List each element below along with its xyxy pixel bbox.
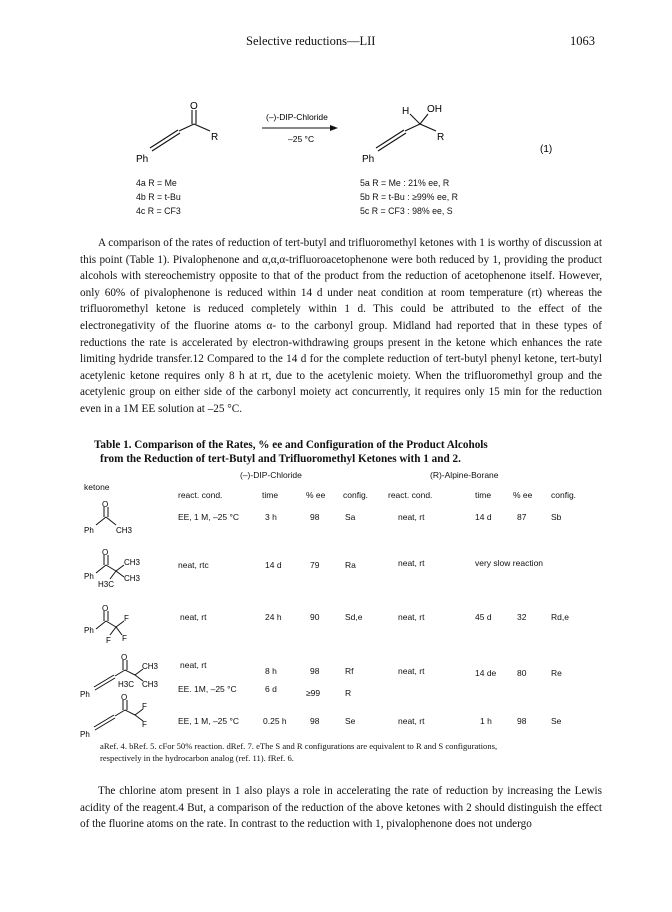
sub-header: time (475, 490, 492, 500)
page-number: 1063 (570, 34, 595, 48)
svg-text:CH3: CH3 (124, 574, 141, 583)
sub-header: time (262, 490, 279, 500)
svg-text:F: F (124, 614, 129, 623)
sub-header: config. (551, 490, 577, 500)
body-paragraph: The chlorine atom present in 1 also plays a role in accelerating the rate of reduction by increasing the Lewis acidity of the reagent.4 But, a comparison of the reduction of the above ketones with 2 should distinguish the effect of the fluorine atoms on the rate. In contrast to the reduction with 1, pivalophenone does not undergo (80, 785, 602, 831)
svg-text:H3C: H3C (98, 580, 115, 589)
svg-text:Ph: Ph (84, 526, 94, 535)
svg-text:Ph: Ph (80, 730, 90, 739)
alcohol-structure (376, 114, 436, 151)
ketone-structure (150, 110, 210, 154)
sub-header: config. (343, 490, 369, 500)
svg-text:CH3: CH3 (116, 526, 133, 535)
svg-text:O: O (121, 693, 128, 702)
right-label: 5b R = t-Bu : ≥99% ee, R (360, 192, 458, 202)
sub-header: % ee (513, 490, 533, 500)
conditions-label: –25 °C (288, 134, 315, 144)
svg-text:O: O (121, 653, 128, 662)
svg-text:O: O (102, 604, 109, 613)
svg-text:F: F (106, 636, 111, 645)
svg-text:OH: OH (427, 104, 442, 115)
svg-text:Ph: Ph (84, 626, 94, 635)
body-paragraph: A comparison of the rates of reduction of tert-butyl and trifluoromethyl ketones with 1 is worthy of discussion at this point (Table 1). Pivalophenone and α,α,α-trifluoroacetophenone were both reduced by 1, providing the product alcohols with stereochemistry opposite to that of the product from the reduction of acetophenone itself. However, only 60% of pivalophenone is reduced within 14 d under neat condition at room temperature (rt) whereas the trifluoromethyl ketone is reduced completely within 1 d. This could be attributed to the effect of the electronegativity of the fluorine atoms α- to the carbonyl group. Midland had reported that in these types of reductions the rate is accelerated by electron-withdrawing groups present in the ketone which enhances the rate limiting hydride transfer.12 Compared to the 14 d for the complete reduction of tert-butyl phenyl ketone, tert-butyl acetylenic ketone requires only 8 h at rt, due to the acetylenic moiety. When the trifluoromethyl group and the acetylenic group on either side of the carbonyl moiety act concurrently, it requires only 15 min for the reduction even in a 1M EE solution at –25 °C. (80, 237, 602, 415)
sub-header: react. cond. (178, 490, 223, 500)
left-label: 4c R = CF3 (136, 206, 181, 216)
svg-text:F: F (142, 702, 147, 711)
sub-header: react. cond. (388, 490, 433, 500)
col-ketone: ketone (84, 482, 110, 492)
right-label: 5a R = Me : 21% ee, R (360, 178, 450, 188)
right-label: 5c R = CF3 : 98% ee, S (360, 206, 453, 216)
svg-text:CH3: CH3 (142, 680, 159, 689)
reaction-arrow (262, 125, 338, 131)
table-footnote: aRef. 4. bRef. 5. cFor 50% reaction. dRef. 7. eThe S and R configurations are equivalent to R and S configurations, respectively in the hydrocarbon analog (ref. 11). fRef. 6. (100, 741, 498, 763)
equation-number: (1) (540, 144, 553, 155)
svg-text:Ph: Ph (362, 154, 375, 165)
ketone-structures (80, 500, 180, 739)
svg-text:F: F (122, 634, 127, 643)
table-caption: Table 1. Comparison of the Rates, % ee and Configuration of the Product Alcohols from the Reduction of tert-Butyl and Trifluoromethyl Ketones with 1 and 2. (94, 439, 488, 465)
svg-text:O: O (190, 101, 198, 112)
svg-text:R: R (211, 132, 219, 143)
svg-text:Ph: Ph (80, 690, 90, 699)
svg-text:O: O (102, 500, 109, 509)
svg-text:H3C: H3C (118, 680, 135, 689)
reagent-label: (–)-DIP-Chloride (266, 112, 328, 122)
svg-text:CH3: CH3 (142, 662, 159, 671)
left-label: 4b R = t-Bu (136, 192, 181, 202)
svg-text:Ph: Ph (84, 572, 94, 581)
svg-text:H: H (402, 106, 410, 117)
svg-text:R: R (437, 132, 445, 143)
group-dip-chloride: (–)-DIP-Chloride (240, 470, 302, 480)
svg-text:F: F (142, 720, 147, 729)
svg-text:O: O (102, 548, 109, 557)
svg-text:Ph: Ph (136, 154, 149, 165)
running-title: Selective reductions—LII (246, 34, 376, 48)
left-label: 4a R = Me (136, 178, 177, 188)
svg-text:CH3: CH3 (124, 558, 141, 567)
reaction-scheme (130, 100, 560, 170)
sub-header: % ee (306, 490, 326, 500)
group-alpine-borane: (R)-Alpine-Borane (430, 470, 499, 480)
